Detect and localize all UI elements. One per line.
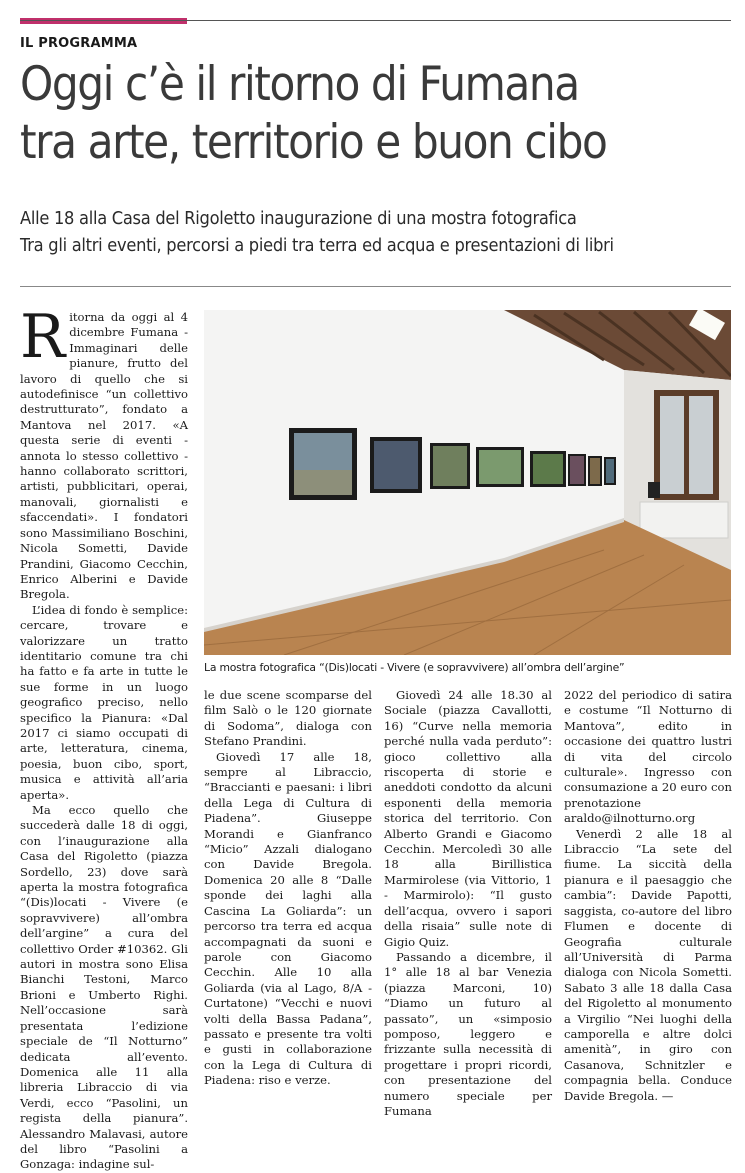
article-paragraph: Ma ecco quello che succederà dalle 18 di oggi, con l’inaugurazione alla Casa del Rigoletto (piazza Sordello, 23) dove sarà aperta la mostra fotografica “(Dis)locati - Vivere (e sopravvivere) all’ombra dell’argine” a cura del collettivo Order #10362. Gli autori in mostra sono Elisa Bianchi Testoni, Marco Brioni e Umberto Righi. Nell’occasione sarà presentata l’edizione speciale de “Il Notturno” dedicata all’evento. Domenica alle 11 alla libreria Libraccio di via Verdi, ecco “Pasolini, un regista della pianura”. Alessandro Malavasi, autore del libro “Pasolini a Gonzaga: indagine sul- <box>20 803 188 1172</box>
headline-line-2: tra arte, territorio e buon cibo <box>20 114 607 170</box>
article-paragraph: L’idea di fondo è semplice: cercare, trovare e valorizzare un tratto identitario comune tra chi ha fatto e fa arte in tutte le sue forme in un luogo geografico preciso, nello specifico la Pianura: «Dal 2017 ci siamo occupati di arte, letteratura, cinema, poesia, buon cibo, sport, musica e attività all’aria aperta». <box>20 602 188 802</box>
gallery-room-illustration <box>204 310 731 655</box>
article-column-3 <box>384 688 552 1119</box>
subheadline-line-1: Alle 18 alla Casa del Rigoletto inaugurazione di una mostra fotografica <box>20 209 577 229</box>
top-divider <box>20 20 731 21</box>
article-paragraph: Ritorna da oggi al 4 dicembre Fumana - Immaginari delle pianure, frutto del lavoro di quello che si autodefinisce “un collettivo destrutturato”, fondato a Mantova nel 2017. «A questa serie di eventi - annota lo stesso collettivo - hanno collaborato scrittori, artisti, pubblicitari, operai, manovali, giornalisti e sfaccendati». I fondatori sono Massimiliano Boschini, Nicola Sometti, Davide Prandini, Giacomo Cecchin, Enrico Alberini e Davide Bregola. <box>20 302 188 602</box>
subheadline <box>20 206 735 260</box>
subheadline-divider <box>20 286 731 287</box>
article-paragraph: Giovedì 24 alle 18.30 al Sociale (piazza Cavallotti, 16) “Curve nella memoria perché nulla vada perduto”: gioco collettivo alla riscoperta di storie e aneddoti condotto da alcuni esponenti della memoria storica del territorio. Con Alberto Grandi e Giacomo Cecchin. Mercoledì 30 alle 18 alla Birillistica Marmirolese (via Vittorio, 1 - Marmirolo): “Il gusto dell’acqua, ovvero i sapori della risaia” sulle note di Gigio Quiz. <box>384 688 552 949</box>
section-accent-bar <box>20 18 187 24</box>
headline-line-1: Oggi c’è il ritorno di Fumana <box>20 57 579 112</box>
photo-caption: La mostra fotografica “(Dis)locati - Vivere (e sopravvivere) all’ombra dell’argine” <box>204 661 625 674</box>
article-paragraph: Passando a dicembre, il 1° alle 18 al bar Venezia (piazza Marconi, 10) “Diamo un futuro al passato”, un «simposio pomposo, leggero e frizzante sulla necessità di progettare i propri ricordi, con presentazione del numero speciale per Fumana <box>384 949 552 1118</box>
exhibition-photo <box>204 310 731 655</box>
article-paragraph: Venerdì 2 alle 18 al Libraccio “La sete del fiume. La siccità della pianura e il paesaggio che cambia”: Davide Papotti, saggista, co-autore del libro Flumen e docente di Geografia culturale all’Università di Parma dialoga con Nicola Sometti. Sabato 3 alle 18 dalla Casa del Rigoletto al monumento a Virgilio “Nei luoghi della camporella e altre dolci amenità”, in giro con Casanova, Schnitzler e compagnia bella. Conduce Davide Bregola. — <box>564 826 732 1103</box>
headline <box>20 56 735 172</box>
drop-cap: R <box>20 302 66 372</box>
article-paragraph: 2022 del periodico di satira e costume “Il Notturno di Mantova”, edito in occasione dei quattro lustri di vita del circolo culturale». Ingresso con consumazione a 20 euro con prenotazione araldo@ilnotturno.org <box>564 688 732 826</box>
article-column-2 <box>204 688 372 1089</box>
article-paragraph: Giovedì 17 alle 18, sempre al Libraccio, “Braccianti e paesani: i libri della Lega di Cultura di Piadena”. Giuseppe Morandi e Gianfranco “Micio” Azzali dialogano con Davide Bregola. Domenica 20 alle 8 “Dalle sponde dei laghi alla Cascina La Goliarda”: un percorso tra terra ed acqua accompagnati da suoni e parole con Giacomo Cecchin. Alle 10 alla Goliarda (via al Lago, 8/A - Curtatone) “Vecchi e nuovi volti della Bassa Padana”, passato e presente tra volti e gusti in collaborazione con la Lega di Cultura di Piadena: riso e verze. <box>204 749 372 1088</box>
article-paragraph: le due scene scomparse del film Salò o le 120 giornate di Sodoma”, dialoga con Stefano Prandini. <box>204 688 372 749</box>
article-column-4 <box>564 688 732 1104</box>
section-label: IL PROGRAMMA <box>20 36 138 51</box>
subheadline-line-2: Tra gli altri eventi, percorsi a piedi tra terra ed acqua e presentazioni di libri <box>20 236 614 256</box>
article-column-1 <box>20 302 188 1173</box>
